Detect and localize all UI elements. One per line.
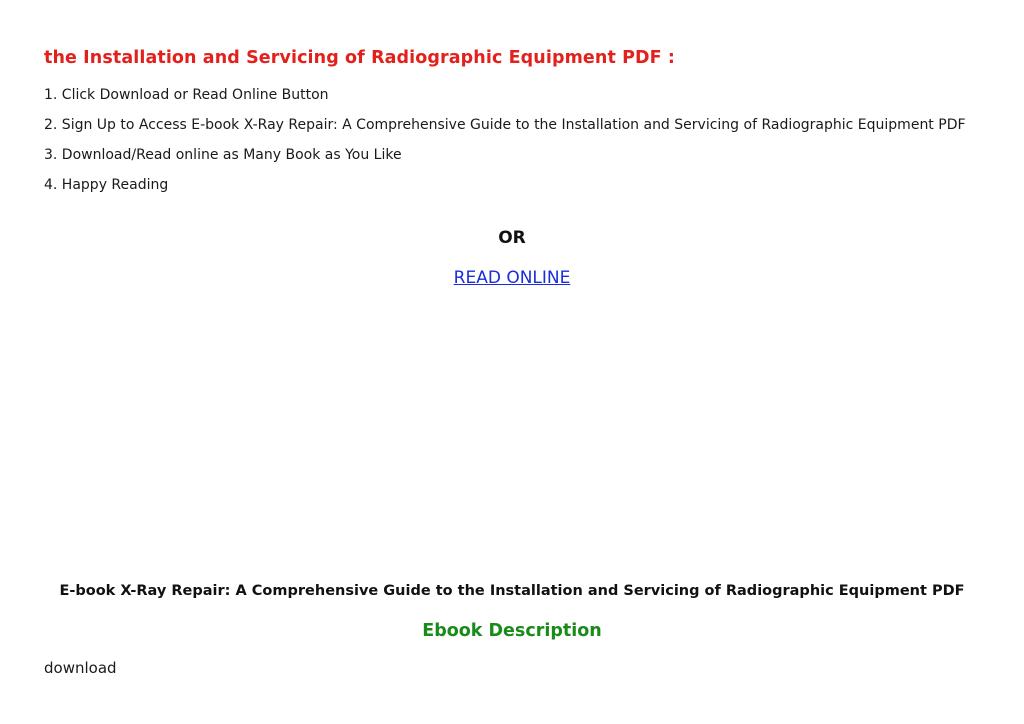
- page-heading: the Installation and Servicing of Radiographic Equipment PDF :: [44, 48, 675, 68]
- step-item-1: 1. Click Download or Read Online Button: [44, 87, 329, 103]
- read-online-container: [0, 268, 1024, 288]
- ebook-title: E-book X-Ray Repair: A Comprehensive Guide to the Installation and Servicing of Radiographic Equipment PDF: [59, 583, 965, 599]
- step-item-2: 2. Sign Up to Access E-book X-Ray Repair: A Comprehensive Guide to the Installation and Servicing of Radiographic Equipment PDF: [44, 117, 966, 133]
- step-item-3: 3. Download/Read online as Many Book as You Like: [44, 147, 402, 163]
- read-online-link[interactable]: READ ONLINE: [453, 268, 571, 288]
- ebook-description-heading: Ebook Description: [422, 621, 602, 641]
- description-body: download: [44, 659, 117, 677]
- or-separator: OR: [498, 228, 526, 248]
- step-item-4: 4. Happy Reading: [44, 177, 169, 193]
